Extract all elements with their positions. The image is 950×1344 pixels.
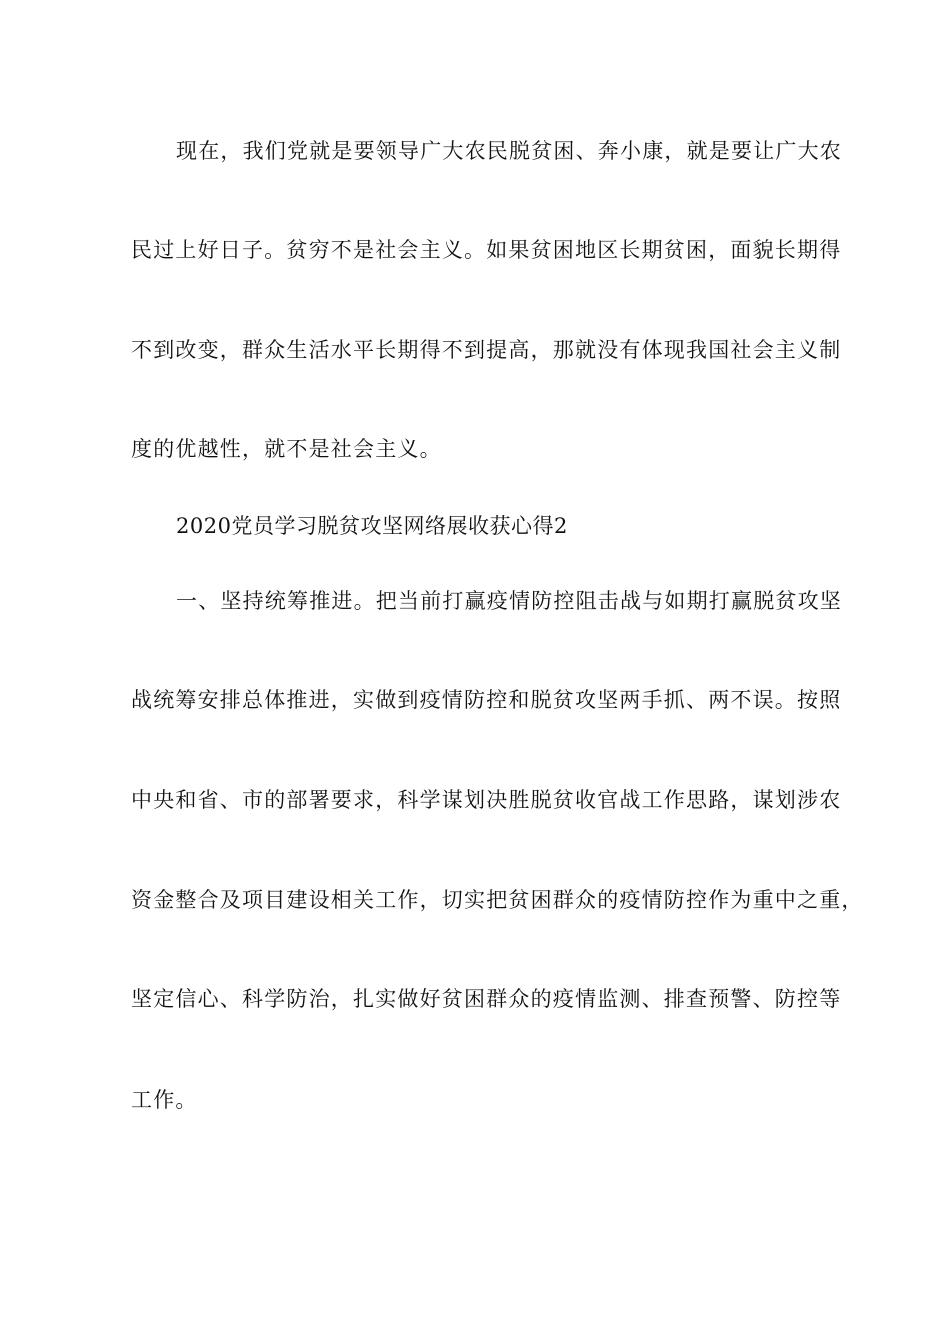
paragraph-2-line-3: 中央和省、市的部署要求，科学谋划决胜脱贫收官战工作思路，谋划涉农 <box>131 788 842 812</box>
paragraph-2-line-6: 工作。 <box>131 1088 198 1112</box>
paragraph-2-line-4: 资金整合及项目建设相关工作，切实把贫困群众的疫情防控作为重中之重， <box>131 888 864 912</box>
paragraph-1-line-2: 民过上好日子。贫穷不是社会主义。如果贫困地区长期贫困，面貌长期得 <box>131 238 842 262</box>
paragraph-2-line-2: 战统筹安排总体推进，实做到疫情防控和脱贫攻坚两手抓、两不误。按照 <box>131 688 842 712</box>
paragraph-1-line-3: 不到改变，群众生活水平长期得不到提高，那就没有体现我国社会主义制 <box>131 338 842 362</box>
paragraph-1-line-1: 现在，我们党就是要领导广大农民脱贫困、奔小康，就是要让广大农 <box>176 139 842 163</box>
section-heading: 2020党员学习脱贫攻坚网络展收获心得2 <box>176 514 568 538</box>
paragraph-1-line-4: 度的优越性，就不是社会主义。 <box>131 437 442 461</box>
paragraph-2-line-1: 一、坚持统筹推进。把当前打赢疫情防控阻击战与如期打赢脱贫攻坚 <box>176 589 842 613</box>
paragraph-2-line-5: 坚定信心、科学防治，扎实做好贫困群众的疫情监测、排查预警、防控等 <box>131 987 842 1011</box>
